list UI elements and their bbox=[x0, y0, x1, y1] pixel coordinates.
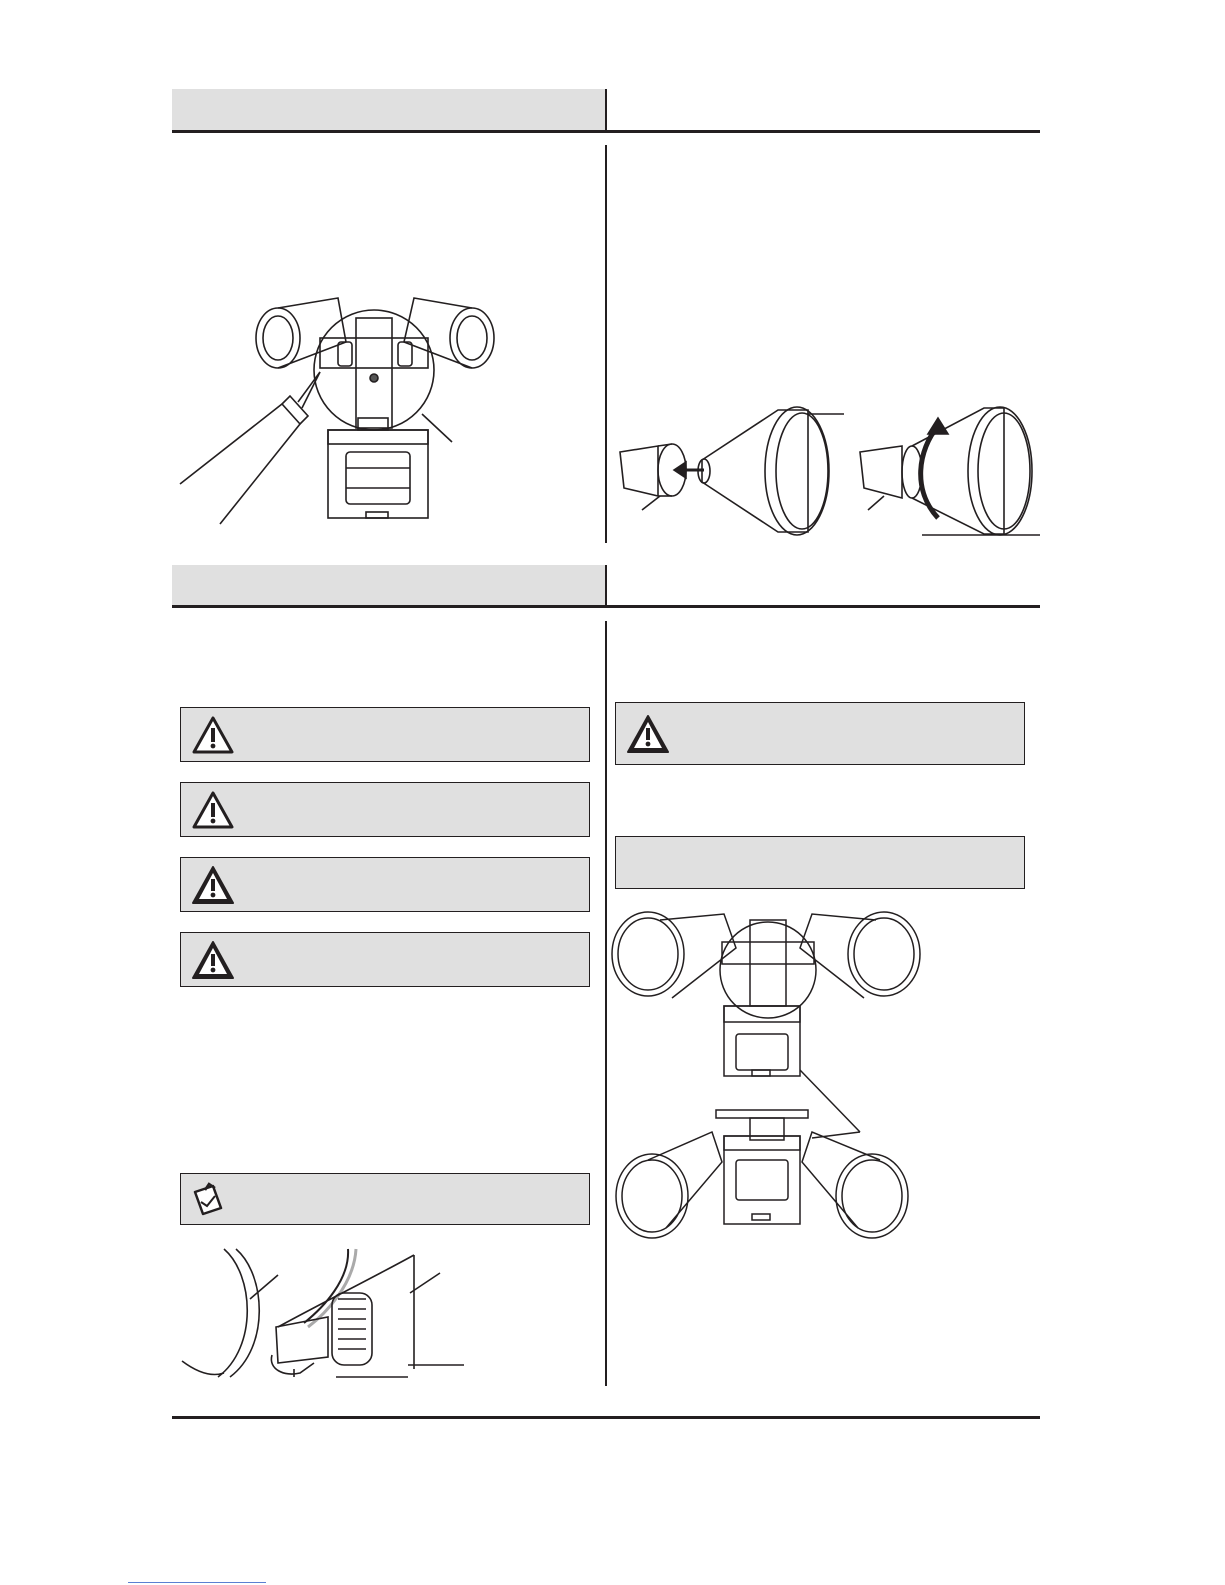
top-header-divider bbox=[605, 89, 607, 131]
note-callout bbox=[180, 1173, 590, 1225]
fixture-caulking-illustration bbox=[170, 290, 510, 530]
warning-callout-right bbox=[615, 702, 1025, 765]
top-column-divider bbox=[605, 145, 607, 543]
bottom-header-divider bbox=[605, 565, 607, 606]
warning-filled-icon bbox=[626, 714, 670, 754]
fixture-mounting-orientations bbox=[612, 910, 922, 1245]
lamp-shield-assembly-illustration bbox=[612, 400, 1042, 545]
footer-link-underline[interactable] bbox=[128, 1582, 266, 1583]
warning-outline-icon bbox=[191, 790, 235, 830]
footer-rule bbox=[172, 1416, 1040, 1419]
warning-callout-2 bbox=[180, 782, 590, 837]
plain-callout-right bbox=[615, 836, 1025, 889]
warning-callout-1 bbox=[180, 707, 590, 762]
bottom-header-rule bbox=[172, 605, 1040, 608]
top-header-rule bbox=[172, 130, 1040, 133]
bottom-column-divider bbox=[605, 621, 607, 1386]
bottom-section-header-left bbox=[172, 565, 606, 606]
warning-callout-3 bbox=[180, 857, 590, 912]
top-section-header-left bbox=[172, 89, 606, 131]
warning-outline-icon bbox=[191, 715, 235, 755]
note-icon bbox=[191, 1182, 225, 1216]
lamp-holder-adjustment-detail bbox=[178, 1245, 468, 1380]
warning-filled-icon bbox=[191, 865, 235, 905]
warning-filled-icon bbox=[191, 940, 235, 980]
warning-callout-4 bbox=[180, 932, 590, 987]
